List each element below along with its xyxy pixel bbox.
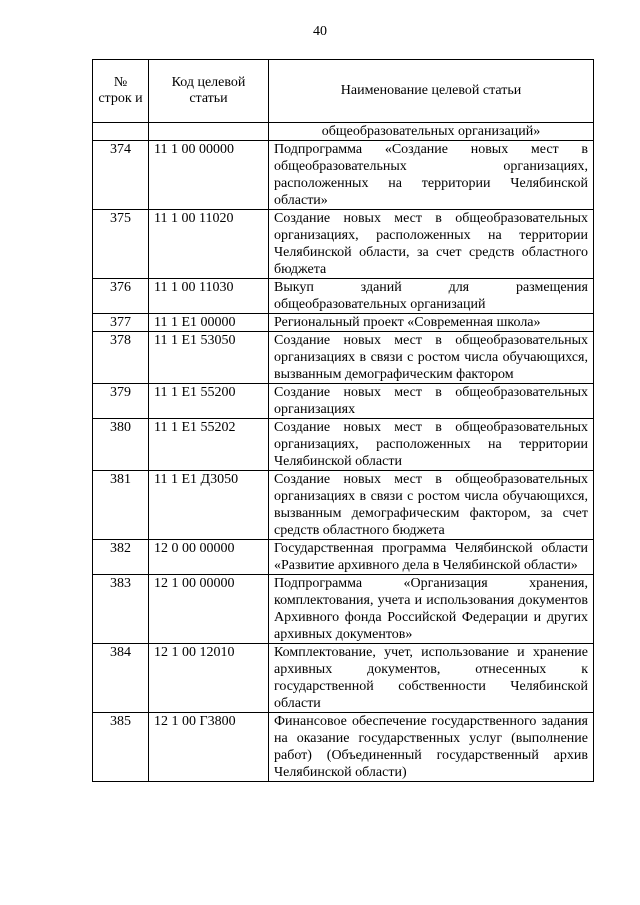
- article-code: 11 1 E1 00000: [149, 314, 269, 332]
- article-code: 11 1 E1 55202: [149, 419, 269, 471]
- article-name: Создание новых мест в общеобразовательных организациях в связи с ростом числа обучающихся, вызванным демографическим фактором, за счет средств областного бюджета: [269, 471, 594, 540]
- continuation-row: [93, 123, 594, 141]
- table-row: [93, 644, 594, 713]
- row-number: 381: [93, 471, 149, 540]
- page-number: 40: [313, 24, 327, 39]
- header-article-code: Код целевой статьи: [149, 60, 269, 123]
- article-code: 12 1 00 Г3800: [149, 713, 269, 782]
- continuation-text: общеобразовательных организаций»: [269, 123, 594, 141]
- row-number: 380: [93, 419, 149, 471]
- table-row: [93, 141, 594, 210]
- row-number: 384: [93, 644, 149, 713]
- table-row: [93, 210, 594, 279]
- row-number: 376: [93, 279, 149, 314]
- article-name: Создание новых мест в общеобразовательных организациях, расположенных на территории Челябинской области: [269, 419, 594, 471]
- article-name: Подпрограмма «Создание новых мест в общеобразовательных организациях, расположенных на территории Челябинской области»: [269, 141, 594, 210]
- article-name: Комплектование, учет, использование и хранение архивных документов, отнесенных к государственной собственности Челябинской области: [269, 644, 594, 713]
- article-name: Создание новых мест в общеобразовательных организациях: [269, 384, 594, 419]
- target-articles-table: [92, 59, 594, 782]
- article-name: Создание новых мест в общеобразовательных организациях в связи с ростом числа обучающихся, вызванным демографическим фактором: [269, 332, 594, 384]
- article-code: 11 1 E1 Д3050: [149, 471, 269, 540]
- row-number: 382: [93, 540, 149, 575]
- row-number: 383: [93, 575, 149, 644]
- table-row: [93, 575, 594, 644]
- row-number: 378: [93, 332, 149, 384]
- article-name: Подпрограмма «Организация хранения, комплектования, учета и использования документов Архивного фонда Российской Федерации и других архивных документов»: [269, 575, 594, 644]
- article-code: 11 1 00 11020: [149, 210, 269, 279]
- row-number: 379: [93, 384, 149, 419]
- header-article-name: Наименование целевой статьи: [269, 60, 594, 123]
- table-row: [93, 540, 594, 575]
- table-row: [93, 419, 594, 471]
- table-row: [93, 279, 594, 314]
- row-number: 385: [93, 713, 149, 782]
- continuation-code-cell: [149, 123, 269, 141]
- continuation-num-cell: [93, 123, 149, 141]
- article-code: 11 1 E1 53050: [149, 332, 269, 384]
- row-number: 377: [93, 314, 149, 332]
- article-code: 12 1 00 00000: [149, 575, 269, 644]
- header-row-number: № строк и: [93, 60, 149, 123]
- table-header-row: [93, 60, 594, 123]
- table-row: [93, 471, 594, 540]
- row-number: 375: [93, 210, 149, 279]
- table-row: [93, 384, 594, 419]
- table-row: [93, 314, 594, 332]
- row-number: 374: [93, 141, 149, 210]
- article-code: 12 0 00 00000: [149, 540, 269, 575]
- article-name: Выкуп зданий для размещения общеобразовательных организаций: [269, 279, 594, 314]
- table-row: [93, 713, 594, 782]
- article-code: 12 1 00 12010: [149, 644, 269, 713]
- table-row: [93, 332, 594, 384]
- article-name: Региональный проект «Современная школа»: [269, 314, 594, 332]
- article-code: 11 1 00 00000: [149, 141, 269, 210]
- article-code: 11 1 00 11030: [149, 279, 269, 314]
- article-name: Финансовое обеспечение государственного задания на оказание государственных услуг (выполнение работ) (Объединенный государственный архив Челябинской области): [269, 713, 594, 782]
- article-name: Государственная программа Челябинской области «Развитие архивного дела в Челябинской области»: [269, 540, 594, 575]
- article-code: 11 1 E1 55200: [149, 384, 269, 419]
- article-name: Создание новых мест в общеобразовательных организациях, расположенных на территории Челябинской области, за счет средств областного бюджета: [269, 210, 594, 279]
